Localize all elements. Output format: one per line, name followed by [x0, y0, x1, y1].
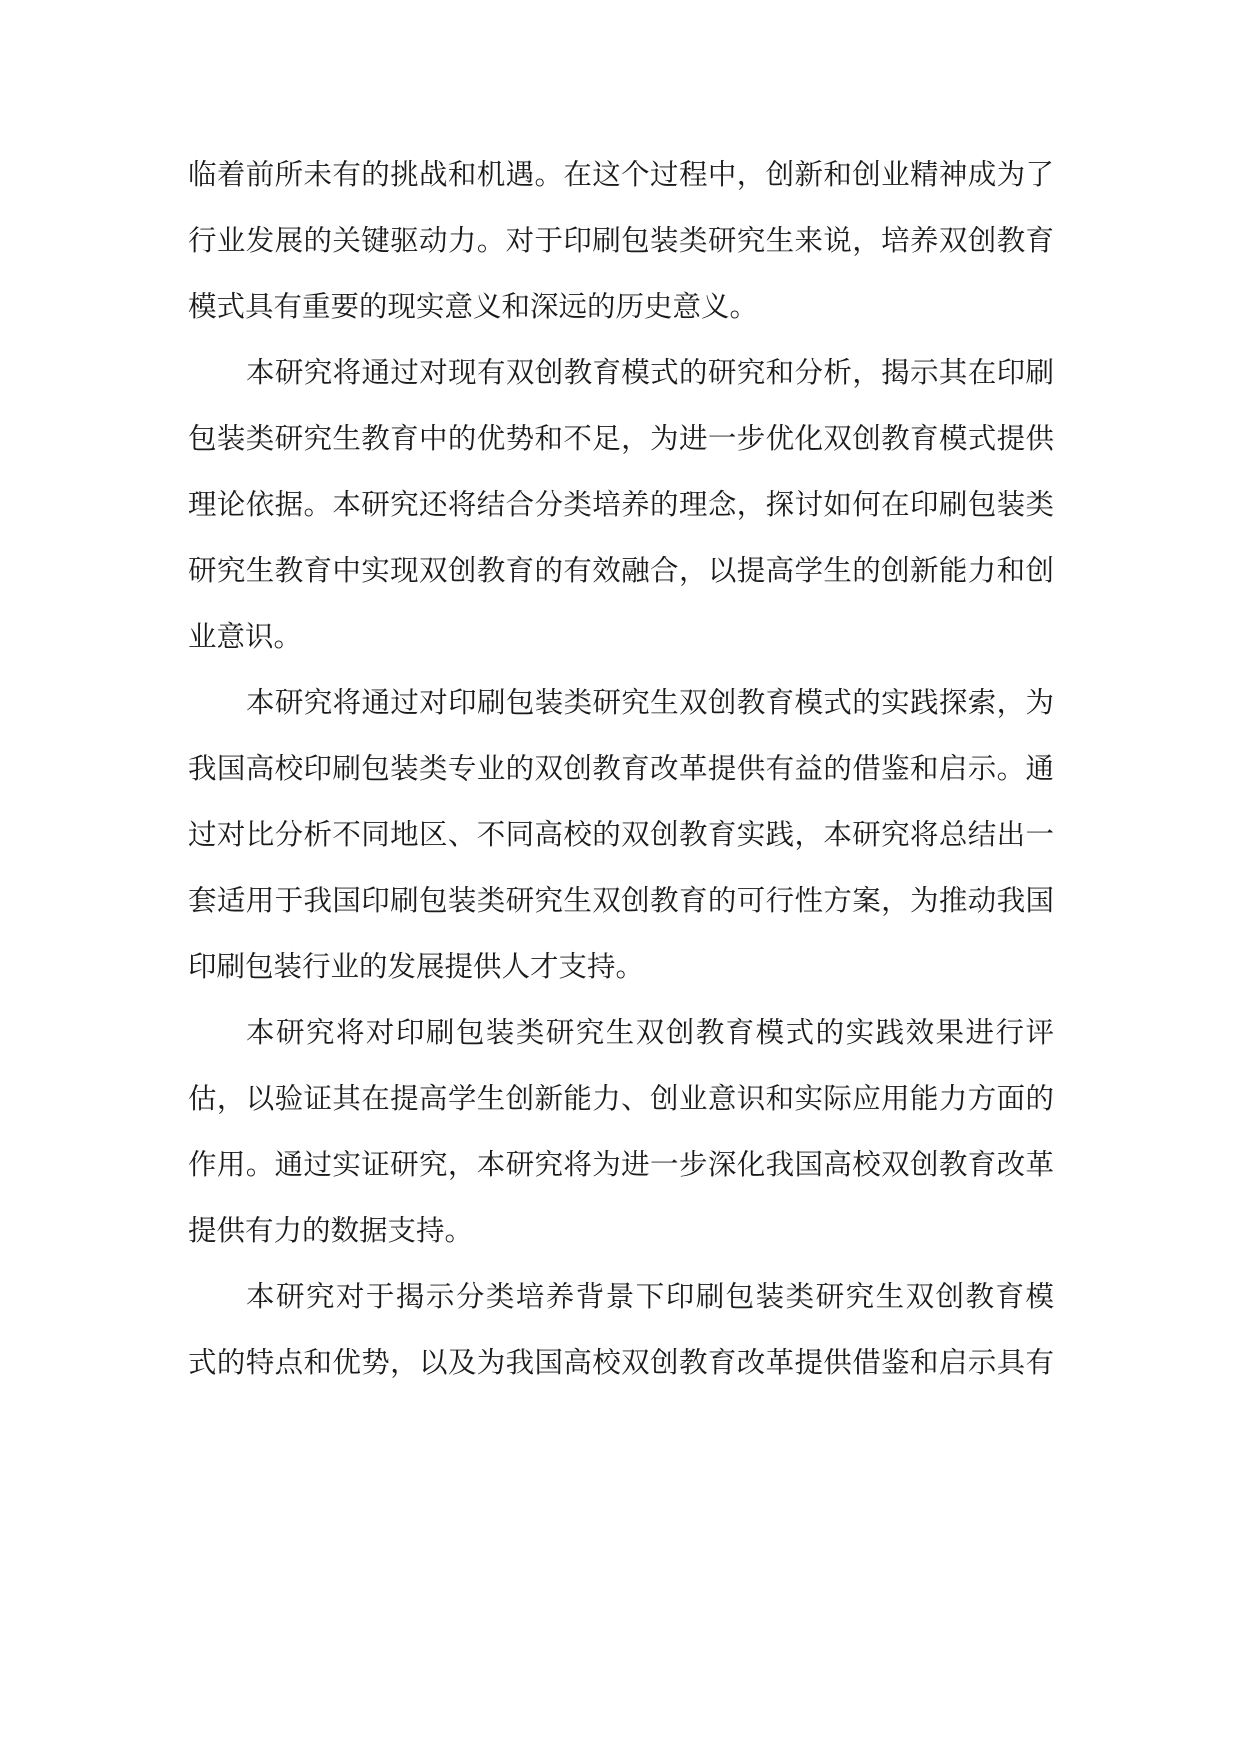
paragraph-1: [188, 142, 1054, 340]
paragraph-3: [188, 670, 1054, 1000]
text-line: 业意识。: [188, 620, 303, 653]
text-line: 式的特点和优势，以及为我国高校双创教育改革提供借鉴和启示具有: [188, 1346, 1054, 1379]
text-line: 本研究将通过对现有双创教育模式的研究和分析，揭示其在印刷: [246, 356, 1054, 389]
text-line: 过对比分析不同地区、不同高校的双创教育实践，本研究将总结出一: [188, 818, 1054, 851]
text-line: 我国高校印刷包装类专业的双创教育改革提供有益的借鉴和启示。通: [188, 752, 1054, 785]
text-line: 套适用于我国印刷包装类研究生双创教育的可行性方案，为推动我国: [188, 884, 1054, 917]
text-line: 作用。通过实证研究，本研究将为进一步深化我国高校双创教育改革: [188, 1148, 1054, 1181]
text-line: 研究生教育中实现双创教育的有效融合，以提高学生的创新能力和创: [188, 554, 1054, 587]
text-line: 模式具有重要的现实意义和深远的历史意义。: [188, 290, 759, 323]
paragraph-2: [188, 340, 1054, 670]
paragraph-5: [188, 1264, 1054, 1396]
text-line: 临着前所未有的挑战和机遇。在这个过程中，创新和创业精神成为了: [188, 158, 1054, 191]
text-line: 本研究将对印刷包装类研究生双创教育模式的实践效果进行评: [246, 1016, 1054, 1049]
text-line: 理论依据。本研究还将结合分类培养的理念，探讨如何在印刷包装类: [188, 488, 1054, 521]
text-line: 本研究将通过对印刷包装类研究生双创教育模式的实践探索，为: [246, 686, 1054, 719]
document-body: [188, 142, 1054, 1396]
text-line: 印刷包装行业的发展提供人才支持。: [188, 950, 645, 983]
text-line: 行业发展的关键驱动力。对于印刷包装类研究生来说，培养双创教育: [188, 224, 1054, 257]
text-line: 本研究对于揭示分类培养背景下印刷包装类研究生双创教育模: [246, 1280, 1054, 1313]
text-line: 估，以验证其在提高学生创新能力、创业意识和实际应用能力方面的: [188, 1082, 1054, 1115]
text-line: 提供有力的数据支持。: [188, 1214, 474, 1247]
text-line: 包装类研究生教育中的优势和不足，为进一步优化双创教育模式提供: [188, 422, 1054, 455]
paragraph-4: [188, 1000, 1054, 1264]
